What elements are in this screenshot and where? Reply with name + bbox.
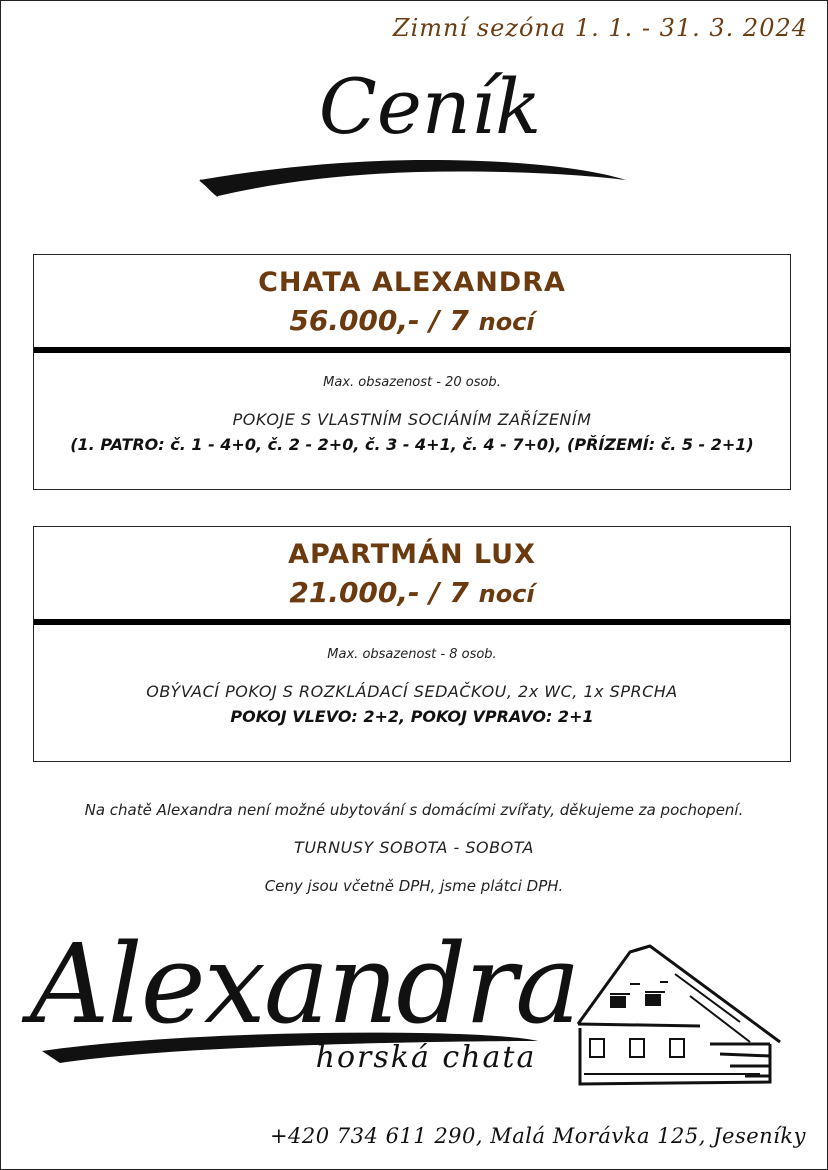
offer-price [34,304,790,337]
turns-note: TURNUSY SOBOTA - SOBOTA [294,838,534,857]
logo-wordmark: Alexandra [30,920,579,1048]
contact-info: +420 734 611 290, Malá Morávka 125, Jeseníky [269,1124,806,1148]
offer-capacity: Max. obsazenost - 8 osob. [327,647,497,662]
pets-note: Na chatě Alexandra není možné ubytování s domácími zvířaty, děkujeme za pochopení. [84,801,744,819]
logo-subtitle: horská chata [315,1040,537,1075]
offer-name: APARTMÁN LUX [288,539,536,570]
offer-header [34,527,790,625]
offer-capacity: Max. obsazenost - 20 osob. [323,375,501,390]
price-value: 56.000,- / 7 [289,304,469,337]
offer-header [34,255,790,353]
offer-name: CHATA ALEXANDRA [258,267,566,298]
page-title: Ceník [318,62,542,151]
price-unit: nocí [478,580,535,608]
vat-note: Ceny jsou včetně DPH, jsme plátci DPH. [264,877,564,895]
offer-body [34,375,790,454]
offer-body [34,647,790,726]
offer-room-details: POKOJ VLEVO: 2+2, POKOJ VPRAVO: 2+1 [230,707,594,726]
title-swoosh-decoration [198,150,628,200]
price-value: 21.000,- / 7 [289,576,469,609]
offer-rooms: OBÝVACÍ POKOJ S ROZKLÁDACÍ SEDAČKOU, 2x WC, 1x SPRCHA [146,682,678,701]
offer-room-details: (1. PATRO: č. 1 - 4+0, č. 2 - 2+0, č. 3 - 4+1, č. 4 - 7+0), (PŘÍZEMÍ: č. 5 - 2+1) [70,435,754,454]
offer-card-chata [33,254,791,490]
cottage-illustration [570,944,785,1089]
season-dates: Zimní sezóna 1. 1. - 31. 3. 2024 [392,14,808,42]
offer-card-apartman [33,526,791,762]
price-unit: nocí [478,308,535,336]
offer-price [34,576,790,609]
offer-rooms: POKOJE S VLASTNÍM SOCIÁNÍM ZAŘÍZENÍM [232,410,592,429]
